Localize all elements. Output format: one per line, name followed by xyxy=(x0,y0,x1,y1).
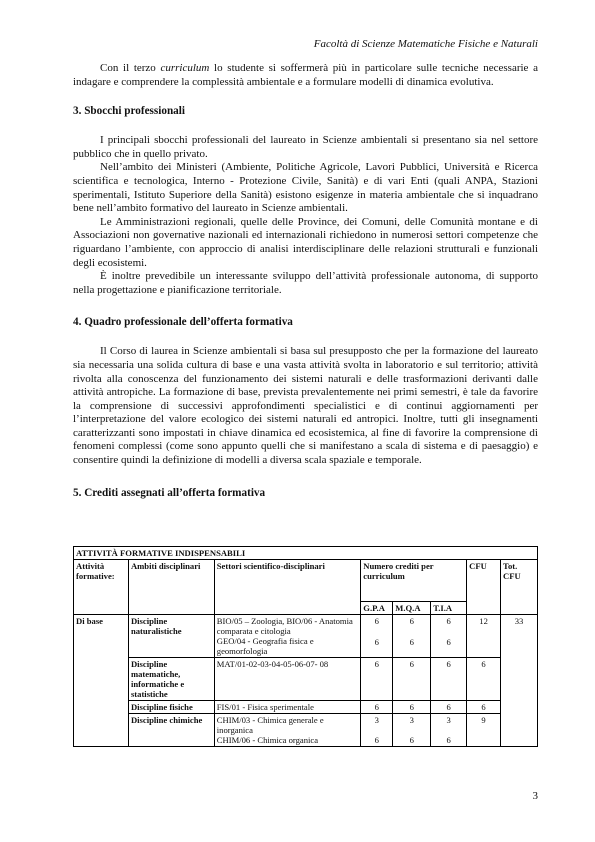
cfu-cell: 6 xyxy=(467,658,501,701)
settori-cell: MAT/01-02-03-04-05-06-07- 08 xyxy=(214,658,361,701)
header-cfu: CFU xyxy=(467,560,501,615)
section-3-paragraph: I principali sbocchi professionali del laureato in Scienze ambientali si presentano sia nel settore pubblico che in quello privato. xyxy=(73,134,538,160)
gpa-cell: 6 6 xyxy=(361,615,393,658)
header-settori: Settori scientifico-disciplinari xyxy=(214,560,361,615)
section-3-heading: 3. Sbocchi professionali xyxy=(73,105,185,118)
settori-cell: FIS/01 - Fisica sperimentale xyxy=(214,701,361,714)
cfu-cell: 9 xyxy=(467,714,501,747)
table-row xyxy=(74,714,538,747)
gpa-cell: 6 xyxy=(361,701,393,714)
ambito-cell: Discipline fisiche xyxy=(128,701,214,714)
table-caption: ATTIVITÀ FORMATIVE INDISPENSABILI xyxy=(74,547,538,560)
tla-cell: 6 6 xyxy=(431,615,467,658)
table-row xyxy=(74,615,538,658)
gpa-cell: 3 6 xyxy=(361,714,393,747)
subheader-tla: T.I.A xyxy=(431,602,467,615)
tla-cell: 6 xyxy=(431,658,467,701)
mqa-cell: 6 xyxy=(393,658,431,701)
cfu-cell: 6 xyxy=(467,701,501,714)
table-row xyxy=(74,658,538,701)
subheader-mqa: M.Q.A xyxy=(393,602,431,615)
credits-table xyxy=(73,546,538,747)
section-5-heading: 5. Crediti assegnati all’offerta formativa xyxy=(73,486,266,499)
tla-cell: 6 xyxy=(431,701,467,714)
page-number: 3 xyxy=(532,790,538,802)
gpa-cell: 6 xyxy=(361,658,393,701)
mqa-cell: 3 6 xyxy=(393,714,431,747)
header-tot: Tot. CFU xyxy=(501,560,538,615)
ambito-cell: Discipline matematiche, informatiche e statistiche xyxy=(128,658,214,701)
settori-cell: CHIM/03 - Chimica generale e inorganica CHIM/06 - Chimica organica xyxy=(214,714,361,747)
header-crediti: Numero crediti per curriculum xyxy=(361,560,467,602)
section-3-paragraph: Nell’ambito dei Ministeri (Ambiente, Politiche Agricole, Lavori Pubblici, Università e Ricerca scientifica e tecnologica, Interno - Protezione Civile, Sanità) e di vari Enti (quali ANPA, Stazioni sperimentali, Istituto Superiore della Sanità) esistono esigenze in materia ambientale che si inquadrano bene nell’ambito formativo del laureato in Scienze ambientali. xyxy=(73,161,538,215)
running-header: Facoltà di Scienze Matematiche Fisiche e Naturali xyxy=(313,38,538,50)
cfu-cell: 12 xyxy=(467,615,501,658)
ambito-cell: Discipline naturalistiche xyxy=(128,615,214,658)
section-4-paragraph: Il Corso di laurea in Scienze ambientali si basa sul presupposto che per la formazione del laureato sia necessaria una solida cultura di base e una vasta attività svolta in laboratorio e sul territorio; attività rivolta alla conoscenza del funzionamento dei sistemi naturali e delle trasformazioni derivanti dalle attività antropiche. La formazione di base, prevista prevalentemente nei primi semestri, è tale da favorire la comprensione di successivi approfondimenti specialistici e di continui aggiornamenti per l’interpretazione del valore ecologico dei sistemi naturali ed antropici. Inoltre, tutti gli insegnamenti caratterizzanti sono impostati in chiave dinamica ed ecosistemica, al fine di favorire la comprensione di fenomeni complessi (come sono appunto quelli che si manifestano a scala di sistema e di paesaggio) e consentire quindi la definizione di modelli a diversa scala spaziale e temporale. xyxy=(73,345,538,467)
tot-cfu-cell: 33 xyxy=(501,615,538,747)
intro-paragraph: Con il terzo curriculum lo studente si soffermerà più in particolare sulle tecniche necessarie a indagare e comprendere la complessità ambientale e a formulare modelli di dinamica evolutiva. xyxy=(73,62,538,88)
mqa-cell: 6 6 xyxy=(393,615,431,658)
document-body xyxy=(73,62,538,500)
subheader-gpa: G.P.A xyxy=(361,602,393,615)
header-attivita: Attività formative: xyxy=(74,560,129,615)
group-label: Di base xyxy=(74,615,129,747)
header-ambiti: Ambiti disciplinari xyxy=(128,560,214,615)
mqa-cell: 6 xyxy=(393,701,431,714)
tla-cell: 3 6 xyxy=(431,714,467,747)
ambito-cell: Discipline chimiche xyxy=(128,714,214,747)
settori-cell: BIO/05 – Zoologia, BIO/06 - Anatomia comparata e citologia GEO/04 - Geografia fisica e geomorfologia xyxy=(214,615,361,658)
section-3-paragraph: Le Amministrazioni regionali, quelle delle Province, dei Comuni, delle Comunità montane e di Associazioni non governative nazionali ed internazionali richiedono in numerosi settori competenze che riguardano l’ambiente, con approccio di analisi interdisciplinare delle relazioni strutturali e funzionali degli ecosistemi. xyxy=(73,215,538,269)
section-4-heading: 4. Quadro professionale dell’offerta formativa xyxy=(73,316,293,329)
section-3-paragraph: È inoltre prevedibile un interessante sviluppo dell’attività professionale autonoma, di supporto nella progettazione e pianificazione territoriale. xyxy=(73,270,538,296)
table-row xyxy=(74,701,538,714)
